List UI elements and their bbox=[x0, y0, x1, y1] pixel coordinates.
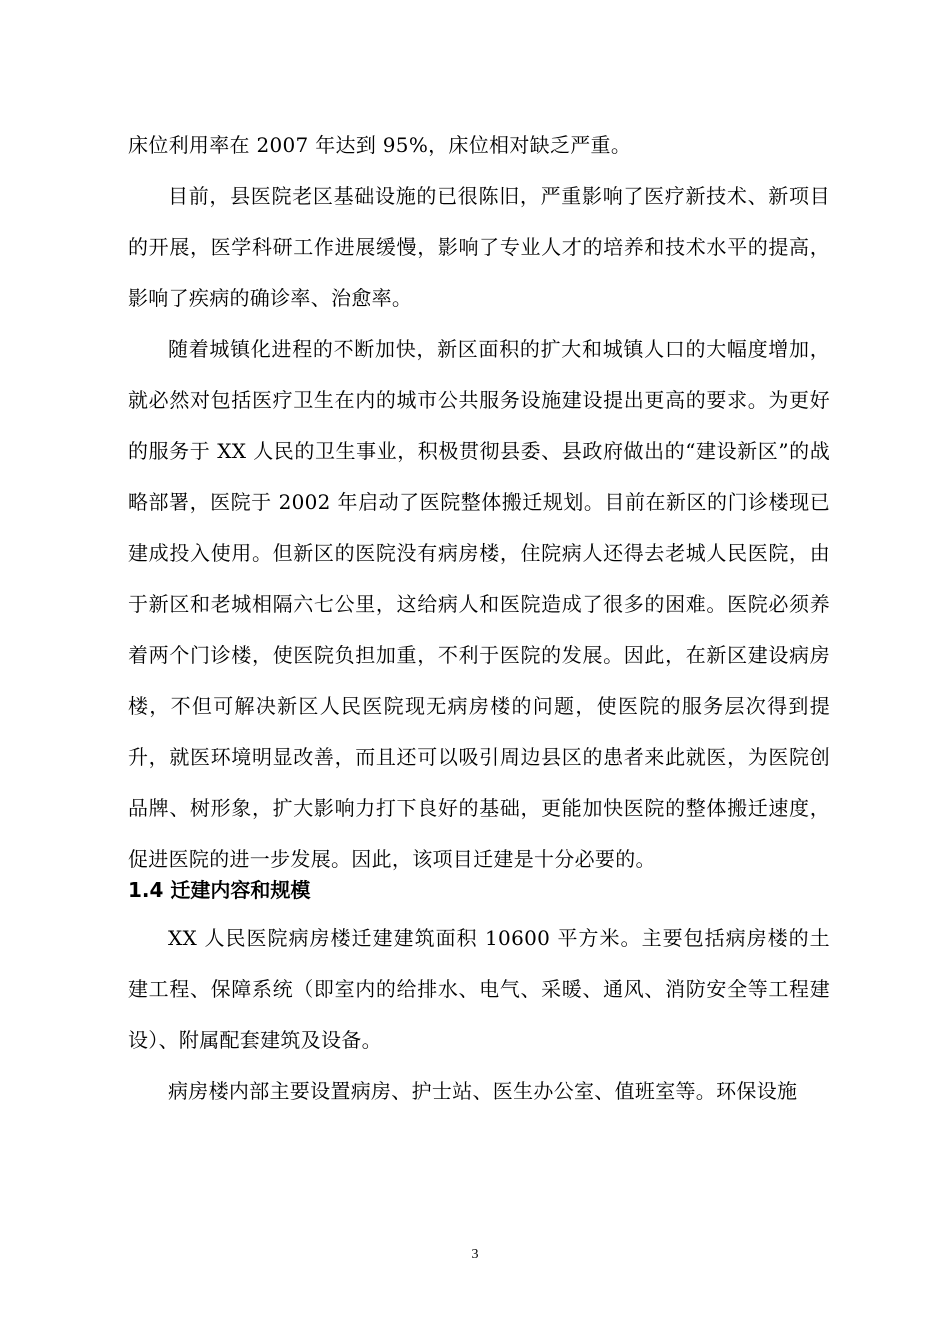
section-heading: 1.4 迁建内容和规模 bbox=[128, 878, 311, 902]
document-body bbox=[128, 120, 830, 1117]
paragraph-bed-utilization: 床位利用率在 2007 年达到 95%，床位相对缺乏严重。 bbox=[128, 133, 632, 157]
paragraph-relocation-necessity: 随着城镇化进程的不断加快，新区面积的扩大和城镇人口的大幅度增加，就必然对包括医疗卫生在内的城市公共服务设施建设提出更高的要求。为更好的服务于 XX 人民的卫生事业，积极贯彻县委、县政府做出的“建设新区”的战略部署，医院于 2002 年启动了医院整体搬迁规划。目前在新区的门诊楼现已建成投入使用。但新区的医院没有病房楼，住院病人还得去老城人民医院，由于新区和老城相隔六七公里，这给病人和医院造成了很多的困难。医院必须养着两个门诊楼，使医院负担加重，不利于医院的发展。因此，在新区建设病房楼，不但可解决新区人民医院现无病房楼的问题，使医院的服务层次得到提升，就医环境明显改善，而且还可以吸引周边县区的患者来此就医，为医院创品牌、树形象，扩大影响力打下良好的基础，更能加快医院的整体搬迁速度，促进医院的进一步发展。因此，该项目迁建是十分必要的。 bbox=[128, 337, 830, 871]
paragraph-old-facilities: 目前，县医院老区基础设施的已很陈旧，严重影响了医疗新技术、新项目的开展，医学科研工作进展缓慢，影响了专业人才的培养和技术水平的提高，影响了疾病的确诊率、治愈率。 bbox=[128, 184, 830, 310]
page-number: 3 bbox=[471, 1247, 479, 1262]
paragraph-construction-scope: XX 人民医院病房楼迁建建筑面积 10600 平方米。主要包括病房楼的土建工程、保障系统（即室内的给排水、电气、采暖、通风、消防安全等工程建设）、附属配套建筑及设备。 bbox=[128, 926, 830, 1052]
paragraph-ward-building-layout: 病房楼内部主要设置病房、护士站、医生办公室、值班室等。环保设施 bbox=[168, 1079, 798, 1103]
